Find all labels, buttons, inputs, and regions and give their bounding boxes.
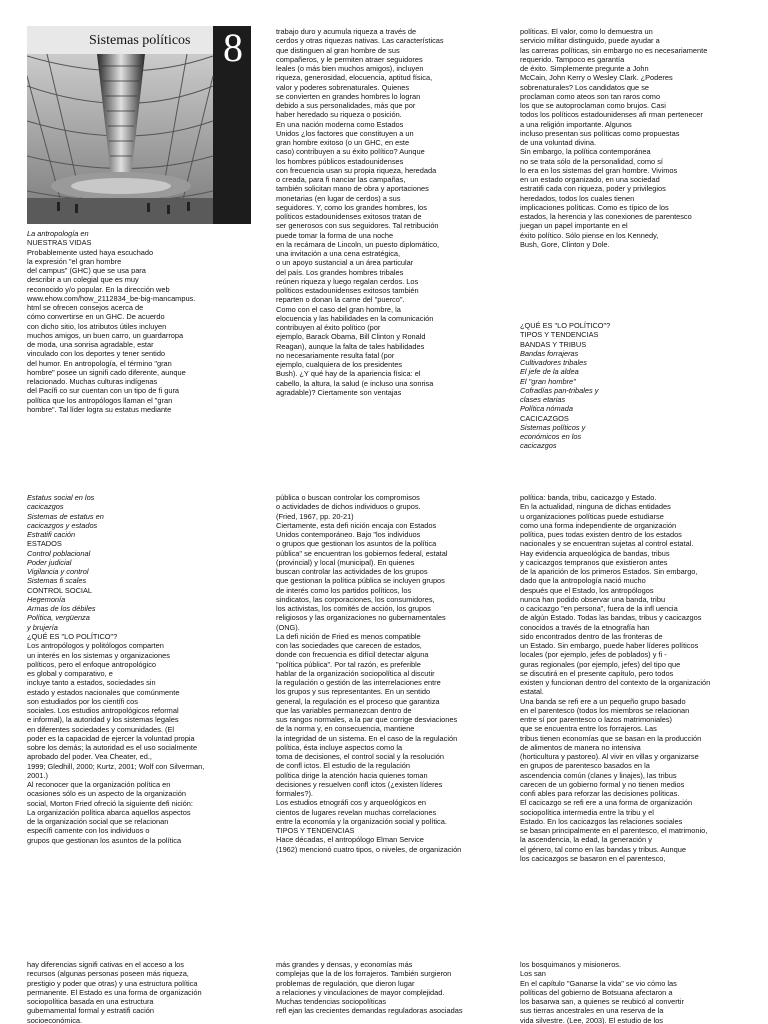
text-line: son estudiados por los científi cos bbox=[27, 696, 138, 706]
text-line: estratifi cada con riqueza, poder y privilegios bbox=[520, 184, 666, 194]
text-line: "política pública". Por tal razón, es preferible bbox=[276, 659, 421, 669]
text-line: complejas que la de los forrajeros. También surgieron bbox=[276, 969, 452, 979]
text-line: CACICAZGOS bbox=[520, 413, 569, 423]
text-line: sociales. Los estudios antropológicos reformal bbox=[27, 706, 179, 715]
text-line: o un apoyo sustancial a un área particular bbox=[276, 258, 414, 268]
text-line: requerido. Tampoco es garantía bbox=[520, 54, 625, 64]
text-line: Probablemente usted haya escuchado bbox=[27, 247, 154, 257]
text-line: u organizaciones políticas puede estudiarse bbox=[520, 511, 664, 521]
text-line: Sistemas fi scales bbox=[27, 576, 87, 586]
text-line: políticas. El valor, como lo demuestra un bbox=[520, 27, 653, 36]
text-line: los activistas, los comités de acción, los grupos bbox=[276, 604, 431, 613]
text-line: prestigio y poder que otras) y una estructura política bbox=[27, 978, 198, 988]
text-line: heredados, todos los cuales tienen bbox=[520, 193, 635, 203]
text-line: ¿QUÉ ES "LO POLÍTICO"? bbox=[520, 321, 611, 330]
text-line: no se trata sólo de la personalidad, como sí bbox=[520, 156, 663, 166]
text-line: y brujería bbox=[27, 622, 58, 632]
text-line: no necesariamente resulta fatal (por bbox=[276, 350, 395, 360]
column-3-block-c bbox=[520, 493, 710, 863]
text-line: general, la regulación es el proceso que garantiza bbox=[276, 696, 440, 706]
text-line: En el capítulo "Ganarse la vida" se vio cómo las bbox=[520, 978, 677, 988]
text-line: política, ésta incluye aspectos como la bbox=[276, 742, 403, 752]
text-line: Bandas forrajeras bbox=[520, 348, 579, 358]
text-line: www.ehow.com/how_2112834_be-big-mancampus. bbox=[27, 293, 196, 303]
text-line: en grupos de parentesco basados en la bbox=[520, 761, 650, 771]
column-3-block-a bbox=[520, 27, 707, 249]
text-line: los grupos y sus representantes. En un sentido bbox=[276, 687, 431, 697]
text-line: política, pues todas existen dentro de los estados bbox=[520, 530, 682, 539]
text-line: Cultivadores tribales bbox=[520, 358, 587, 367]
text-line: específi camente con los individuos o bbox=[27, 826, 150, 836]
text-line: La antropología en bbox=[27, 229, 89, 238]
text-line: se convierten en grandes hombres lo logran bbox=[276, 91, 421, 101]
text-line: TIPOS Y TENDENCIAS bbox=[276, 826, 355, 835]
text-line: Los san bbox=[520, 969, 546, 979]
text-line: grupos que gestionan los asuntos de la política bbox=[27, 835, 182, 845]
text-line: leales (o más bien muchos amigos), incluyen bbox=[276, 64, 424, 73]
text-line: hablar de la organización sociopolítica al discutir bbox=[276, 668, 435, 678]
text-line: económicos en los bbox=[520, 432, 582, 441]
text-line: gubernamental formal y estratifi cación bbox=[27, 1006, 154, 1016]
text-line: TIPOS Y TENDENCIAS bbox=[520, 330, 599, 340]
chapter-opener-image bbox=[27, 26, 251, 224]
text-line: que gestionan la política pública se incluyen grupos bbox=[276, 576, 445, 586]
text-line: relacionado. Muchas culturas indígenas bbox=[27, 377, 158, 386]
text-line: Como con el caso del gran hombre, la bbox=[276, 304, 401, 314]
text-line: el género, tal como en las bandas y tribus. Aunque bbox=[520, 844, 686, 854]
text-line: Estratifi cación bbox=[27, 530, 76, 539]
text-line: Bush). ¿Y qué hay de la apariencia física: el bbox=[276, 369, 421, 379]
text-line: haber heredado su riqueza o posición. bbox=[276, 110, 402, 120]
text-line: (ONG). bbox=[276, 622, 300, 632]
text-line: (provincial) y local (municipal). En quienes bbox=[276, 557, 415, 567]
text-line: sus tierras ancestrales en una reserva de la bbox=[520, 1006, 664, 1016]
text-line: juegan un papel importante en el bbox=[520, 221, 628, 231]
text-line: políticos, pero el enfoque antropológico bbox=[27, 659, 157, 669]
text-line: Cofradías pan-tribales y bbox=[520, 385, 599, 395]
text-line: ESTADOS bbox=[27, 539, 62, 549]
text-line: de moda, una sonrisa agradable, estar bbox=[27, 340, 154, 349]
text-line: estado y estados nacionales que comúnmente bbox=[27, 687, 180, 697]
text-line: a relaciones y vinculaciones de mayor complejidad. bbox=[276, 987, 445, 997]
text-line: ejemplo, Barack Obama, Bill Clinton y Ronald bbox=[276, 332, 426, 342]
text-line: implicaciones políticas. Como es típico de los bbox=[520, 202, 669, 212]
text-line: la regulación o gestión de las interrelaciones entre bbox=[276, 678, 441, 687]
text-line: sociopolítica basada en una estructura bbox=[27, 997, 154, 1006]
text-line: estados, la herencia y las conexiones de parentesco bbox=[520, 212, 692, 221]
text-line: estatal. bbox=[520, 687, 544, 697]
text-line: cerdos y otras riquezas nativas. Las características bbox=[276, 36, 444, 46]
text-line: muchos amigos, un buen carro, un guardarropa bbox=[27, 330, 184, 340]
text-line: como una forma independiente de organización bbox=[520, 520, 677, 530]
column-1-chapter-outline bbox=[27, 493, 104, 632]
text-line: caso) contribuyen a su éxito político? Aunque bbox=[276, 147, 425, 157]
text-line: buscan controlar las actividades de los grupos bbox=[276, 567, 428, 576]
text-line: un interés en los sistemas y organizaciones bbox=[27, 650, 170, 660]
text-line: donde con frecuencia es difícil detectar alguna bbox=[276, 650, 429, 660]
text-line: Control poblacional bbox=[27, 548, 91, 558]
text-line: Una banda se refi ere a un pequeño grupo basado bbox=[520, 696, 686, 706]
text-line: una invitación a una cena estratégica, bbox=[276, 249, 401, 258]
text-line: reúnen riqueza y luego regalan cerdos. Los bbox=[276, 276, 419, 286]
text-line: toma de decisiones, el control social y la resolución bbox=[276, 752, 445, 761]
text-line: recursos (algunas personas poseen más riqueza, bbox=[27, 969, 189, 979]
text-line: Estatus social en los bbox=[27, 493, 95, 502]
text-line: en diferentes sociedades y comunidades. (El bbox=[27, 724, 175, 734]
text-line: los bosquimanos y misioneros. bbox=[520, 960, 622, 969]
text-line: un Estado. Sin embargo, puede haber líderes políticos bbox=[520, 641, 699, 650]
column-1-block-a bbox=[27, 229, 195, 414]
text-line: Sistemas políticos y bbox=[520, 422, 586, 432]
text-line: Los estudios etnográfi cos y arqueológicos en bbox=[276, 798, 426, 808]
text-line: dado que la antropología nació mucho bbox=[520, 576, 646, 586]
column-3-chapter-outline bbox=[520, 321, 610, 451]
text-line: los que se autoproclaman como brujos. Casi bbox=[520, 101, 666, 110]
text-line: éxito político. Sólo piense en los Kennedy, bbox=[520, 230, 659, 240]
text-line: cacicazgos y estados bbox=[27, 520, 98, 530]
text-line: html se ofrecen consejos acerca de bbox=[27, 303, 144, 312]
text-line: ocasiones sólo es un aspecto de la organización bbox=[27, 789, 187, 799]
text-line: de confl ictos. El estudio de la regulación bbox=[276, 761, 410, 771]
text-line: políticos estadounidenses exitosos también bbox=[276, 286, 419, 295]
text-line: riqueza, generosidad, elocuencia, aptitud física, bbox=[276, 73, 433, 83]
text-line: permanente. El Estado es una forma de organización bbox=[27, 987, 202, 997]
text-line: problemas de regulación, que dieron lugar bbox=[276, 978, 415, 988]
chapter-title: Sistemas políticos bbox=[89, 33, 191, 48]
text-line: Sin embargo, la política contemporánea bbox=[520, 147, 651, 157]
text-line: de alimentos de manera no intensiva bbox=[520, 742, 641, 752]
text-line: hombre" posee un signifi cado diferente, aunque bbox=[27, 367, 186, 377]
text-line: formales?). bbox=[276, 789, 313, 798]
column-2-block-a bbox=[276, 27, 444, 397]
text-line: En la actualidad, ninguna de dichas entidades bbox=[520, 502, 671, 512]
text-line: política dirige la atención hacia quienes toman bbox=[276, 770, 428, 780]
text-line: sindicatos, las corporaciones, los consumidores, bbox=[276, 594, 435, 604]
text-line: ascendencia común (clanes y linajes), las tribus bbox=[520, 770, 677, 780]
text-line: Sistemas de estatus en bbox=[27, 511, 104, 521]
text-line: Política nómada bbox=[520, 404, 573, 414]
text-line: todos los políticos estadounidenses afi rman pertenecer bbox=[520, 110, 703, 120]
text-line: de la aparición de los primeros Estados. Sin embargo, bbox=[520, 567, 698, 576]
text-line: es global y comparativo, e bbox=[27, 669, 113, 678]
text-line: o actividades de dichos individuos o grupos. bbox=[276, 502, 421, 512]
text-line: en el parentesco (todos los miembros se relacionan bbox=[520, 705, 690, 715]
text-line: nunca han podido observar una banda, tribu bbox=[520, 594, 666, 604]
text-line: del campus" (GHC) que se usa para bbox=[27, 266, 146, 275]
text-line: describir a un colegial que es muy bbox=[27, 275, 139, 285]
text-line: del Pacífi co sur cuentan con un tipo de fi gura bbox=[27, 386, 180, 396]
text-line: McCain, John Kerry o Wesley Clark. ¿Poderes bbox=[520, 73, 673, 83]
text-line: incluso presentan sus políticas como propuestas bbox=[520, 128, 680, 138]
text-line: los hombres públicos estadounidenses bbox=[276, 156, 404, 166]
text-line: de la organización social que se relacionan bbox=[27, 817, 169, 826]
text-line: (1962) mencionó cuatro tipos, o niveles, de organización bbox=[276, 844, 462, 854]
text-line: (Fried, 1967, pp. 20-21) bbox=[276, 511, 354, 521]
text-line: del humor. En antropología, el término "gran bbox=[27, 358, 172, 368]
text-line: confi ables para reforzar las decisiones políticas. bbox=[520, 789, 680, 798]
text-line: poder es la capacidad de ejercer la voluntad propia bbox=[27, 733, 195, 743]
text-line: Estado. En los cacicazgos las relaciones sociales bbox=[520, 816, 683, 826]
text-line: trabajo duro y acumula riqueza a través de bbox=[276, 27, 417, 36]
text-line: Reagan), aunque la falta de tales habilidades bbox=[276, 341, 425, 351]
text-line: contribuyen al éxito político (por bbox=[276, 323, 381, 332]
text-line: los cacicazgos se basaron en el parentesco, bbox=[520, 853, 666, 863]
text-line: e informal), la autoridad y los sistemas legales bbox=[27, 715, 179, 725]
text-line: de la norma y, en consecuencia, mantiene bbox=[276, 724, 415, 734]
text-line: debido a sus personalidades, más que por bbox=[276, 101, 416, 110]
text-line: Bush, Gore, Clinton y Dole. bbox=[520, 239, 610, 249]
text-line: pública" se encuentran los gobiernos federal, estatal bbox=[276, 548, 448, 558]
text-line: agradable)? Ciertamente son ventajas bbox=[276, 387, 402, 397]
text-line: de éxito. Simplemente pregunte a John bbox=[520, 64, 649, 73]
text-line: 2001.) bbox=[27, 770, 48, 780]
text-line: Al reconocer que la organización política en bbox=[27, 780, 171, 789]
text-line: vida silvestre. (Lee, 2003). El estudio de los bbox=[520, 1015, 663, 1024]
text-line: las carreras políticas, sin embargo no es necesariamente bbox=[520, 45, 708, 55]
text-line: también solicitan mano de obra y aportaciones bbox=[276, 184, 429, 194]
text-line: cacicazgos bbox=[520, 441, 557, 451]
text-line: nacionales y se encuentran sujetas al control estatal. bbox=[520, 539, 694, 549]
text-line: Vigilancia y control bbox=[27, 567, 89, 576]
text-line: BANDAS Y TRIBUS bbox=[520, 339, 587, 349]
text-line: o creada, para fi nanciar las campañas, bbox=[276, 175, 406, 184]
text-line: ejemplo, cualquiera de los presidentes bbox=[276, 360, 403, 369]
text-line: hay diferencias signifi cativas en el acceso a los bbox=[27, 960, 184, 969]
text-line: reparten o donan la carne del "puerco". bbox=[276, 295, 405, 305]
text-line: gran hombre exitoso (o un GHC, en este bbox=[276, 138, 410, 147]
text-line: reconocido y/o popular. En la dirección web bbox=[27, 284, 170, 294]
text-line: elocuencia y las habilidades en la comunicación bbox=[276, 313, 434, 323]
text-line: conocidos a través de la etnografía han bbox=[520, 622, 650, 632]
text-line: refl ejan las crecientes demandas reguladoras asociadas bbox=[276, 1006, 463, 1016]
text-line: sobrenaturales? Los candidatos que se bbox=[520, 82, 650, 92]
text-line: aprobado del poder. Vea Cheater, ed., bbox=[27, 752, 152, 762]
text-line: seguidores. Y, como los grandes hombres, los bbox=[276, 202, 427, 212]
text-line: lo era en los sistemas del gran hombre. Vivimos bbox=[520, 165, 678, 175]
text-line: CONTROL SOCIAL bbox=[27, 585, 93, 595]
text-line: El cacicazgo se refi ere a una forma de organización bbox=[520, 798, 693, 808]
text-line: religiosos y las organizaciones no gubernamentales bbox=[276, 613, 446, 623]
text-line: locales (por ejemplo, jefes de poblados) y fi - bbox=[520, 650, 667, 660]
text-line: Armas de los débiles bbox=[27, 604, 96, 613]
text-line: incluye tanto a estados, sociedades sin bbox=[27, 678, 156, 688]
text-line: se basan principalmente en el parentesco, el matrimonio, bbox=[520, 826, 708, 835]
text-line: existen y funcionan dentro del contexto de la organización bbox=[520, 678, 711, 687]
text-line: (horticultura y pastoreo). Al vivir en villas y organizarse bbox=[520, 752, 699, 761]
text-line: sociopolítica intermedia entre la tribu y el bbox=[520, 807, 654, 817]
text-line: La organización política abarca aquellos aspectos bbox=[27, 807, 191, 817]
text-line: compañeros, y le permiten atraer seguidores bbox=[276, 54, 423, 64]
text-line: de interés como los partidos políticos, los bbox=[276, 585, 412, 595]
text-line: socioeconómica. bbox=[27, 1015, 83, 1024]
text-line: en la recámara de Lincoln, un puesto diplomático, bbox=[276, 239, 440, 249]
text-line: El "gran hombre" bbox=[520, 376, 576, 386]
text-line: La defi nición de Fried es menos compatible bbox=[276, 631, 421, 641]
text-line: los basarwa san, a quienes se reubicó al convertir bbox=[520, 997, 684, 1006]
text-line: sobre los demás; la autoridad es el uso socialmente bbox=[27, 743, 198, 752]
text-line: en un estado organizado, en una sociedad bbox=[520, 175, 660, 184]
text-line: pública o buscan controlar los compromisos bbox=[276, 493, 420, 502]
text-line: que distinguen al gran hombre de sus bbox=[276, 45, 400, 55]
text-line: cacicazgos bbox=[27, 502, 64, 512]
text-line: entre la economía y la organización social y política. bbox=[276, 816, 447, 826]
text-line: Política, vergüenza bbox=[27, 613, 90, 623]
text-line: sus rangos normales, a la par que corrige desviaciones bbox=[276, 715, 458, 724]
text-line: Hay evidencia arqueológica de bandas, tribus bbox=[520, 548, 670, 558]
text-line: Hace décadas, el antropólogo Elman Service bbox=[276, 835, 424, 845]
text-line: ¿QUÉ ES "LO POLÍTICO"? bbox=[27, 632, 118, 641]
text-line: ser generosos con sus seguidores. Tal retribución bbox=[276, 221, 439, 231]
text-line: carecen de un gobierno formal y no tienen medios bbox=[520, 779, 685, 789]
text-line: 1999; Gledhill, 2000; Kurtz, 2001; Wolf con Silverman, bbox=[27, 761, 205, 771]
text-line: del país. Los grandes hombres tribales bbox=[276, 267, 404, 277]
text-line: En una nación moderna como Estados bbox=[276, 119, 404, 129]
text-line: a una religión importante. Algunos bbox=[520, 119, 632, 129]
text-line: monetarias (en lugar de cerdos) a sus bbox=[276, 193, 401, 203]
text-line: Los antropólogos y politólogos comparten bbox=[27, 641, 164, 651]
text-line: la integridad de un sistema. En el caso de la regulación bbox=[276, 733, 458, 743]
column-1-block-c bbox=[27, 632, 204, 845]
text-line: sido encontrados dentro de las fronteras de bbox=[520, 631, 663, 641]
text-line: cabello, la altura, la salud (e incluso una sonrisa bbox=[276, 378, 434, 388]
text-line: NUESTRAS VIDAS bbox=[27, 238, 92, 248]
column-3-block-d bbox=[520, 960, 684, 1024]
text-line: de una voluntad divina. bbox=[520, 138, 597, 147]
text-line: cientos de lugares revelan muchas correlaciones bbox=[276, 807, 437, 817]
text-line: Poder judicial bbox=[27, 557, 72, 567]
text-line: tribus tienen economías que se basan en la producción bbox=[520, 733, 702, 743]
text-line: Unidos contemporáneo. Bajo "los individuos bbox=[276, 530, 421, 539]
text-line: Ciertamente, esta defi nición encaja con Estados bbox=[276, 520, 437, 530]
reichstag-dome-photo bbox=[27, 26, 251, 224]
text-line: más grandes y densas, y economías más bbox=[276, 960, 413, 969]
text-line: la ascendencia, la edad, la generación y bbox=[520, 835, 652, 845]
text-line: Unidos ¿los factores que constituyen a un bbox=[276, 128, 414, 138]
text-line: decisiones y resuelven confl ictos (¿existen líderes bbox=[276, 779, 443, 789]
text-line: vinculado con los deportes y tener sentido bbox=[27, 349, 166, 359]
column-2-block-b bbox=[276, 493, 461, 854]
text-line: hombre". Tal líder logra su estatus mediante bbox=[27, 404, 172, 414]
text-line: proclaman como ateos son tan raros como bbox=[520, 91, 661, 101]
text-line: que las variables permanezcan dentro de bbox=[276, 705, 412, 715]
text-line: y cacicazgos tempranos que existieron antes bbox=[520, 557, 668, 567]
text-line: valor y poderes sobrenaturales. Quienes bbox=[276, 82, 410, 92]
text-line: Hegemonía bbox=[27, 594, 66, 604]
column-2-block-c bbox=[276, 960, 463, 1016]
text-line: o grupos que gestionan los asuntos de la política bbox=[276, 539, 437, 549]
text-line: Muchas tendencias sociopolíticas bbox=[276, 997, 387, 1006]
text-line: clases etarias bbox=[520, 395, 566, 404]
text-line: con frecuencia usan su propia riqueza, heredada bbox=[276, 165, 437, 175]
text-line: social, Morton Fried ofreció la siguiente defi nición: bbox=[27, 798, 193, 808]
text-line: cómo convertirse en un GHC. De acuerdo bbox=[27, 312, 165, 322]
column-1-block-d bbox=[27, 960, 202, 1024]
text-line: entre sí por parentesco o lazos matrimoniales) bbox=[520, 715, 672, 724]
text-line: política: banda, tribu, cacicazgo y Estado. bbox=[520, 493, 657, 502]
text-line: que se encuentra entre los forrajeros. Las bbox=[520, 724, 657, 734]
text-line: políticos estadounidenses exitosos tratan de bbox=[276, 212, 422, 221]
chapter-number: 8 bbox=[223, 26, 243, 70]
text-line: de algún Estado. Todas las bandas, tribus y cacicazgos bbox=[520, 613, 702, 623]
text-line: políticas del gobierno de Botsuana afectaron a bbox=[520, 987, 673, 997]
text-line: puede tomar la forma de una noche bbox=[276, 230, 394, 240]
text-line: con dicho sitio, los atributos útiles incluyen bbox=[27, 321, 167, 331]
text-line: se discutirá en el presente capítulo, pero todos bbox=[520, 668, 674, 678]
text-line: servicio militar distinguido, puede ayudar a bbox=[520, 36, 660, 46]
text-line: guras regionales (por ejemplo, jefes) del tipo que bbox=[520, 659, 681, 669]
text-line: El jefe de la aldea bbox=[520, 367, 579, 377]
text-line: después que el Estado, los antropólogos bbox=[520, 585, 654, 595]
text-line: política que los antropólogos llaman el "gran bbox=[27, 395, 173, 405]
text-line: o cacicazgo "en persona", fuera de la infl uencia bbox=[520, 604, 678, 613]
text-line: con las sociedades que carecen de estados, bbox=[276, 641, 422, 650]
text-line: la expresión "el gran hombre bbox=[27, 256, 122, 266]
